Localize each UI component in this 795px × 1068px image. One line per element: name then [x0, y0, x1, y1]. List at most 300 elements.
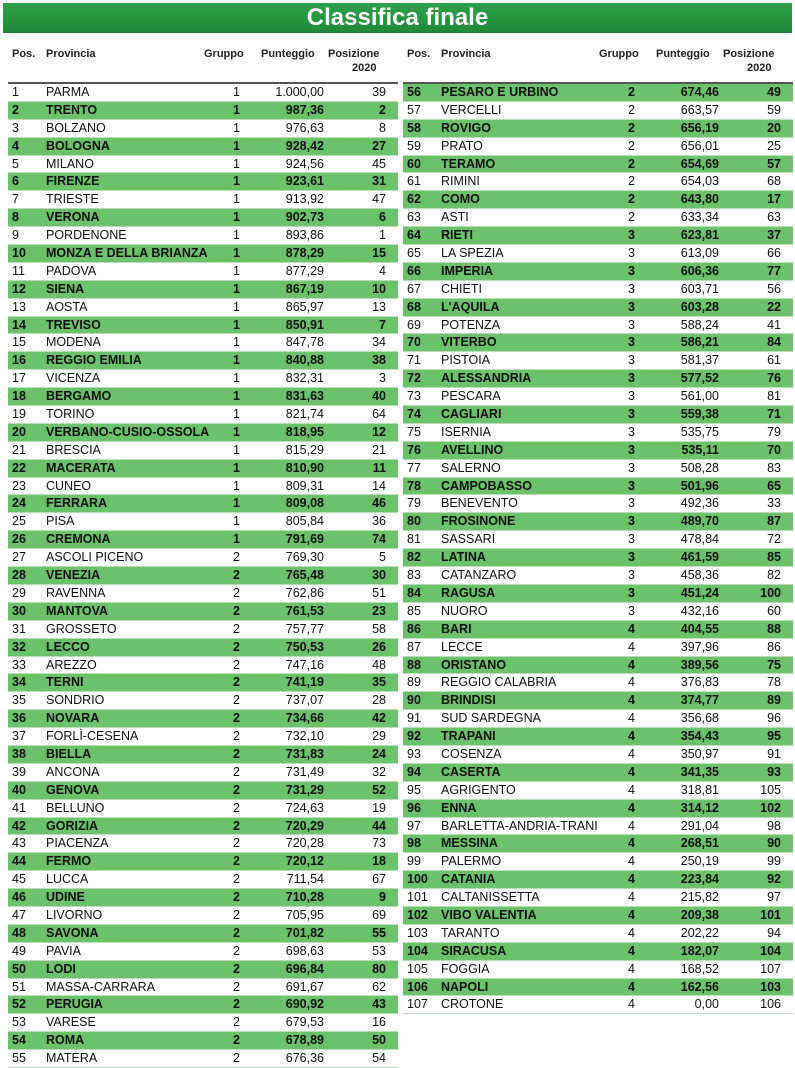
- table-row: [8, 943, 398, 961]
- row-provincia: CAMPOBASSO: [441, 478, 532, 493]
- row-gruppo: 4: [628, 943, 635, 958]
- table-row: [8, 549, 398, 567]
- row-provincia: BRINDISI: [441, 693, 496, 708]
- row-gruppo: 3: [628, 550, 635, 565]
- table-row: [403, 102, 793, 120]
- row-punteggio: 354,43: [680, 729, 719, 744]
- row-punteggio: 731,83: [285, 746, 324, 761]
- row-provincia: AREZZO: [46, 657, 97, 672]
- row-provincia: CHIETI: [441, 281, 482, 296]
- row-punteggio: 698,63: [285, 943, 324, 958]
- row-gruppo: 2: [233, 550, 240, 565]
- row-gruppo: 2: [233, 1051, 240, 1066]
- table-row: [8, 173, 398, 191]
- row-provincia: PALERMO: [441, 854, 502, 869]
- row-gruppo: 1: [233, 424, 240, 439]
- row-provincia: MILANO: [46, 156, 94, 171]
- row-provincia: VERBANO-CUSIO-OSSOLA: [46, 424, 210, 439]
- row-provincia: SALERNO: [441, 460, 501, 475]
- row-posizione-2020: 14: [372, 478, 386, 493]
- row-provincia: MONZA E DELLA BRIANZA: [46, 246, 208, 261]
- table-row: [8, 925, 398, 943]
- row-pos: 85: [407, 603, 421, 618]
- row-provincia: MASSA-CARRARA: [46, 979, 156, 994]
- row-gruppo: 2: [233, 818, 240, 833]
- row-posizione-2020: 8: [379, 120, 386, 135]
- row-posizione-2020: 91: [767, 746, 781, 761]
- row-punteggio: 987,36: [285, 102, 324, 117]
- row-punteggio: 732,10: [285, 729, 324, 744]
- row-provincia: LUCCA: [46, 872, 89, 887]
- row-punteggio: 356,68: [680, 711, 719, 726]
- row-pos: 99: [407, 854, 421, 869]
- row-provincia: VITERBO: [441, 335, 497, 350]
- row-posizione-2020: 3: [379, 371, 386, 386]
- row-punteggio: 674,46: [680, 85, 719, 99]
- row-gruppo: 4: [628, 872, 635, 887]
- row-provincia: BELLUNO: [46, 800, 105, 815]
- row-pos: 75: [407, 424, 421, 439]
- row-posizione-2020: 105: [760, 782, 781, 797]
- row-provincia: CALTANISSETTA: [441, 890, 540, 905]
- row-posizione-2020: 37: [767, 228, 781, 243]
- row-posizione-2020: 56: [767, 281, 781, 296]
- row-pos: 60: [407, 156, 421, 171]
- row-posizione-2020: 5: [379, 550, 386, 565]
- table-row: [8, 621, 398, 639]
- row-gruppo: 4: [628, 657, 635, 672]
- row-punteggio: 492,36: [680, 496, 719, 511]
- row-punteggio: 769,30: [285, 550, 324, 565]
- row-posizione-2020: 42: [372, 711, 386, 726]
- row-punteggio: 501,96: [680, 478, 719, 493]
- table-row: [403, 209, 793, 227]
- row-pos: 37: [12, 729, 26, 744]
- row-gruppo: 1: [233, 156, 240, 171]
- row-pos: 27: [12, 550, 26, 565]
- row-posizione-2020: 72: [767, 532, 781, 547]
- table-row: [403, 907, 793, 925]
- row-gruppo: 2: [233, 729, 240, 744]
- row-provincia: ASCOLI PICENO: [46, 550, 144, 565]
- row-punteggio: 762,86: [285, 585, 324, 600]
- row-punteggio: 865,97: [285, 299, 324, 314]
- row-gruppo: 4: [628, 997, 635, 1012]
- row-provincia: ENNA: [441, 800, 477, 815]
- table-row: [8, 907, 398, 925]
- row-provincia: GROSSETO: [46, 621, 117, 636]
- row-pos: 35: [12, 693, 26, 708]
- row-punteggio: 757,77: [285, 621, 324, 636]
- row-gruppo: 4: [628, 890, 635, 905]
- row-posizione-2020: 34: [372, 335, 386, 350]
- row-posizione-2020: 33: [767, 496, 781, 511]
- row-punteggio: 734,66: [285, 711, 324, 726]
- row-punteggio: 223,84: [680, 872, 719, 887]
- table-row: [403, 138, 793, 156]
- row-pos: 6: [12, 174, 19, 189]
- row-pos: 57: [407, 102, 421, 117]
- row-pos: 79: [407, 496, 421, 511]
- row-punteggio: 761,53: [285, 603, 324, 618]
- row-punteggio: 250,19: [680, 854, 719, 869]
- row-pos: 29: [12, 585, 26, 600]
- row-gruppo: 3: [628, 603, 635, 618]
- table-column-right: [403, 40, 793, 1014]
- row-gruppo: 1: [233, 228, 240, 243]
- table-row: [8, 1032, 398, 1050]
- table-row: [403, 800, 793, 818]
- row-provincia: PAVIA: [46, 943, 81, 958]
- row-posizione-2020: 26: [372, 639, 386, 654]
- table-row: [8, 370, 398, 388]
- table-row: [403, 370, 793, 388]
- row-punteggio: 821,74: [285, 407, 324, 422]
- row-punteggio: 586,21: [680, 335, 719, 350]
- row-provincia: CROTONE: [441, 997, 504, 1012]
- row-gruppo: 3: [628, 532, 635, 547]
- row-punteggio: 577,52: [680, 371, 719, 386]
- row-pos: 61: [407, 174, 421, 189]
- row-posizione-2020: 98: [767, 818, 781, 833]
- row-punteggio: 603,28: [680, 299, 719, 314]
- table-row: [403, 961, 793, 979]
- row-posizione-2020: 45: [372, 156, 386, 171]
- row-punteggio: 923,61: [285, 174, 324, 189]
- row-pos: 19: [12, 407, 26, 422]
- row-gruppo: 3: [628, 371, 635, 386]
- row-provincia: REGGIO EMILIA: [46, 353, 142, 368]
- row-pos: 49: [12, 943, 26, 958]
- row-posizione-2020: 18: [372, 854, 386, 869]
- table-row: [8, 513, 398, 531]
- row-gruppo: 2: [233, 943, 240, 958]
- row-posizione-2020: 87: [767, 514, 781, 529]
- table-row: [8, 800, 398, 818]
- row-pos: 33: [12, 657, 26, 672]
- row-gruppo: 2: [233, 1033, 240, 1048]
- row-gruppo: 4: [628, 979, 635, 994]
- row-pos: 67: [407, 281, 421, 296]
- table-row: [403, 388, 793, 406]
- table-row: [403, 263, 793, 281]
- row-pos: 39: [12, 764, 26, 779]
- row-gruppo: 3: [628, 496, 635, 511]
- row-gruppo: 3: [628, 442, 635, 457]
- row-pos: 81: [407, 532, 421, 547]
- table-row: [403, 442, 793, 460]
- row-posizione-2020: 6: [379, 210, 386, 225]
- row-punteggio: 840,88: [285, 353, 324, 368]
- row-gruppo: 2: [628, 156, 635, 171]
- row-provincia: PORDENONE: [46, 228, 127, 243]
- row-gruppo: 2: [233, 657, 240, 672]
- row-provincia: LATINA: [441, 550, 486, 565]
- row-gruppo: 2: [628, 85, 635, 99]
- row-punteggio: 815,29: [285, 442, 324, 457]
- row-posizione-2020: 41: [767, 317, 781, 332]
- row-punteggio: 633,34: [680, 210, 719, 225]
- row-punteggio: 809,08: [285, 496, 324, 511]
- row-posizione-2020: 96: [767, 711, 781, 726]
- row-punteggio: 701,82: [285, 925, 324, 940]
- row-pos: 34: [12, 675, 26, 690]
- row-pos: 98: [407, 836, 421, 851]
- row-pos: 80: [407, 514, 421, 529]
- row-pos: 63: [407, 210, 421, 225]
- row-gruppo: 2: [233, 585, 240, 600]
- row-posizione-2020: 103: [760, 979, 781, 994]
- header-pos: Pos.: [407, 48, 431, 60]
- row-gruppo: 2: [233, 890, 240, 905]
- row-posizione-2020: 61: [767, 353, 781, 368]
- row-provincia: PRATO: [441, 138, 483, 153]
- row-posizione-2020: 104: [760, 943, 781, 958]
- row-provincia: POTENZA: [441, 317, 501, 332]
- table-row: [403, 317, 793, 335]
- table-row: [403, 227, 793, 245]
- row-gruppo: 1: [233, 478, 240, 493]
- row-posizione-2020: 15: [372, 246, 386, 261]
- row-gruppo: 4: [628, 836, 635, 851]
- table-row: [403, 710, 793, 728]
- row-posizione-2020: 66: [767, 246, 781, 261]
- row-punteggio: 741,19: [285, 675, 324, 690]
- row-posizione-2020: 74: [372, 532, 386, 547]
- row-gruppo: 2: [233, 907, 240, 922]
- row-punteggio: 832,31: [285, 371, 324, 386]
- table-row: [8, 746, 398, 764]
- row-gruppo: 4: [628, 711, 635, 726]
- table-row: [403, 657, 793, 675]
- row-provincia: VERCELLI: [441, 102, 502, 117]
- row-pos: 104: [407, 943, 428, 958]
- table-row: [403, 871, 793, 889]
- row-posizione-2020: 32: [372, 764, 386, 779]
- row-punteggio: 389,56: [680, 657, 719, 672]
- row-punteggio: 676,36: [285, 1051, 324, 1066]
- row-provincia: AVELLINO: [441, 442, 504, 457]
- row-gruppo: 2: [233, 746, 240, 761]
- table-row: [8, 1014, 398, 1032]
- row-provincia: MESSINA: [441, 836, 498, 851]
- table-row: [8, 334, 398, 352]
- row-provincia: BOLOGNA: [46, 138, 110, 153]
- row-gruppo: 2: [628, 138, 635, 153]
- row-gruppo: 3: [628, 568, 635, 583]
- row-provincia: FOGGIA: [441, 961, 490, 976]
- table-row: [8, 227, 398, 245]
- row-pos: 21: [12, 442, 26, 457]
- row-provincia: TREVISO: [46, 317, 101, 332]
- row-posizione-2020: 52: [372, 782, 386, 797]
- row-provincia: LA SPEZIA: [441, 246, 504, 261]
- row-gruppo: 4: [628, 675, 635, 690]
- row-gruppo: 2: [233, 782, 240, 797]
- table-row: [8, 299, 398, 317]
- row-provincia: PADOVA: [46, 263, 97, 278]
- row-punteggio: 478,84: [680, 532, 719, 547]
- row-pos: 30: [12, 603, 26, 618]
- row-pos: 51: [12, 979, 26, 994]
- row-gruppo: 4: [628, 800, 635, 815]
- row-pos: 25: [12, 514, 26, 529]
- row-pos: 17: [12, 371, 26, 386]
- row-pos: 70: [407, 335, 421, 350]
- row-posizione-2020: 67: [372, 872, 386, 887]
- row-provincia: FIRENZE: [46, 174, 100, 189]
- row-punteggio: 867,19: [285, 281, 324, 296]
- row-provincia: AGRIGENTO: [441, 782, 516, 797]
- table-row: [403, 334, 793, 352]
- table-row: [8, 782, 398, 800]
- row-punteggio: 162,56: [680, 979, 719, 994]
- row-posizione-2020: 58: [372, 621, 386, 636]
- row-gruppo: 1: [233, 174, 240, 189]
- row-pos: 87: [407, 639, 421, 654]
- row-pos: 32: [12, 639, 26, 654]
- row-punteggio: 535,11: [681, 442, 719, 457]
- row-provincia: VARESE: [46, 1015, 96, 1030]
- row-posizione-2020: 36: [372, 514, 386, 529]
- table-row: [403, 925, 793, 943]
- row-gruppo: 2: [233, 800, 240, 815]
- row-pos: 20: [12, 424, 26, 439]
- row-gruppo: 3: [628, 460, 635, 475]
- row-pos: 89: [407, 675, 421, 690]
- row-provincia: PARMA: [46, 85, 90, 99]
- table-row: [403, 585, 793, 603]
- row-provincia: SIRACUSA: [441, 943, 507, 958]
- row-provincia: PIACENZA: [46, 836, 109, 851]
- row-provincia: SONDRIO: [46, 693, 105, 708]
- row-punteggio: 847,78: [285, 335, 324, 350]
- row-pos: 96: [407, 800, 421, 815]
- row-gruppo: 3: [628, 263, 635, 278]
- table-row: [8, 639, 398, 657]
- row-punteggio: 711,54: [286, 872, 324, 887]
- header-provincia: Provincia: [46, 48, 96, 60]
- row-punteggio: 893,86: [285, 228, 324, 243]
- row-pos: 59: [407, 138, 421, 153]
- row-provincia: ROMA: [46, 1033, 85, 1048]
- row-gruppo: 4: [628, 818, 635, 833]
- row-pos: 31: [12, 621, 26, 636]
- row-provincia: RIETI: [441, 228, 473, 243]
- row-punteggio: 654,03: [680, 174, 719, 189]
- row-gruppo: 1: [233, 102, 240, 117]
- row-gruppo: 1: [233, 335, 240, 350]
- row-gruppo: 3: [628, 585, 635, 600]
- row-punteggio: 731,29: [285, 782, 324, 797]
- row-pos: 78: [407, 478, 421, 493]
- table-row: [8, 317, 398, 335]
- row-gruppo: 2: [628, 174, 635, 189]
- row-pos: 94: [407, 764, 421, 779]
- row-provincia: UDINE: [46, 890, 85, 905]
- row-punteggio: 588,24: [680, 317, 719, 332]
- row-pos: 4: [12, 138, 19, 153]
- row-punteggio: 341,35: [680, 764, 719, 779]
- table-row: [8, 996, 398, 1014]
- row-gruppo: 3: [628, 407, 635, 422]
- row-provincia: NAPOLI: [441, 979, 489, 994]
- row-pos: 105: [407, 961, 428, 976]
- row-provincia: RIMINI: [441, 174, 480, 189]
- row-pos: 100: [407, 872, 428, 887]
- row-posizione-2020: 82: [767, 568, 781, 583]
- table-row: [8, 657, 398, 675]
- row-pos: 10: [12, 246, 26, 261]
- row-provincia: ANCONA: [46, 764, 100, 779]
- row-pos: 28: [12, 568, 26, 583]
- row-posizione-2020: 10: [372, 281, 386, 296]
- table-row: [403, 156, 793, 174]
- row-pos: 97: [407, 818, 421, 833]
- row-posizione-2020: 85: [767, 550, 781, 565]
- row-provincia: ALESSANDRIA: [441, 371, 532, 386]
- row-gruppo: 4: [628, 639, 635, 654]
- row-pos: 54: [12, 1033, 26, 1048]
- table-row: [8, 1050, 398, 1068]
- row-posizione-2020: 30: [372, 568, 386, 583]
- row-pos: 44: [12, 854, 26, 869]
- table-row: [403, 173, 793, 191]
- row-posizione-2020: 17: [767, 192, 781, 207]
- row-posizione-2020: 60: [767, 603, 781, 618]
- row-pos: 93: [407, 746, 421, 761]
- row-provincia: AOSTA: [46, 299, 88, 314]
- table-row: [403, 979, 793, 997]
- row-pos: 68: [407, 299, 421, 314]
- row-pos: 5: [12, 156, 19, 171]
- row-pos: 107: [407, 997, 428, 1012]
- row-provincia: TORINO: [46, 407, 95, 422]
- row-posizione-2020: 39: [372, 85, 386, 99]
- row-posizione-2020: 24: [372, 746, 386, 761]
- row-punteggio: 623,81: [680, 228, 719, 243]
- row-posizione-2020: 43: [372, 997, 386, 1012]
- row-punteggio: 489,70: [680, 514, 719, 529]
- row-provincia: SAVONA: [46, 925, 99, 940]
- row-pos: 88: [407, 657, 421, 672]
- row-pos: 69: [407, 317, 421, 332]
- row-posizione-2020: 83: [767, 460, 781, 475]
- row-gruppo: 2: [233, 854, 240, 869]
- row-punteggio: 397,96: [680, 639, 719, 654]
- row-provincia: BARLETTA-ANDRIA-TRANI: [441, 818, 598, 833]
- row-punteggio: 878,29: [285, 246, 324, 261]
- row-posizione-2020: 22: [767, 299, 781, 314]
- row-pos: 92: [407, 729, 421, 744]
- table-row: [403, 889, 793, 907]
- row-posizione-2020: 78: [767, 675, 781, 690]
- table-row: [403, 281, 793, 299]
- row-provincia: L'AQUILA: [441, 299, 500, 314]
- row-posizione-2020: 80: [372, 961, 386, 976]
- row-pos: 9: [12, 228, 19, 243]
- row-punteggio: 291,04: [680, 818, 719, 833]
- row-punteggio: 747,16: [285, 657, 324, 672]
- header-gruppo: Gruppo: [599, 48, 639, 60]
- row-posizione-2020: 7: [379, 317, 386, 332]
- table-row: [403, 531, 793, 549]
- row-provincia: FERMO: [46, 854, 92, 869]
- row-pos: 95: [407, 782, 421, 797]
- row-posizione-2020: 86: [767, 639, 781, 654]
- row-posizione-2020: 19: [372, 800, 386, 815]
- row-punteggio: 581,37: [680, 353, 719, 368]
